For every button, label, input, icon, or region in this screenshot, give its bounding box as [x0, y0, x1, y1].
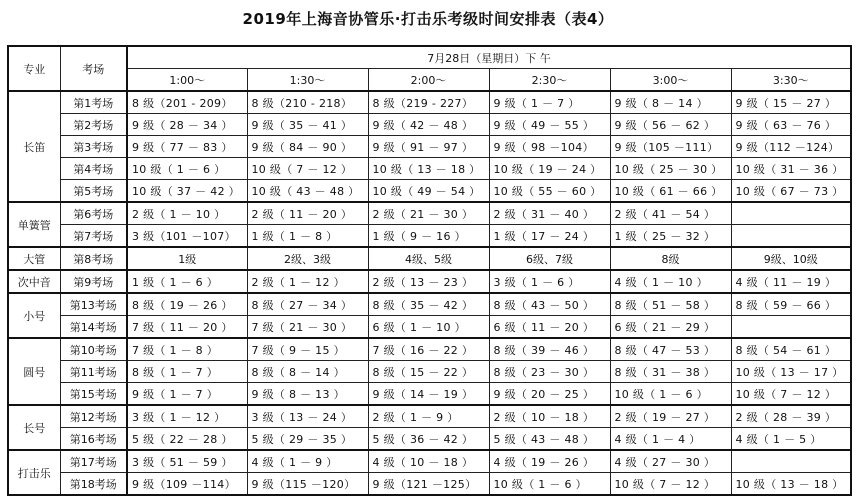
schedule-cell: 10 级（ 55 － 60 ）: [489, 180, 610, 203]
schedule-cell: 8 级（ 51 － 58 ）: [610, 293, 731, 316]
schedule-cell: 4级、5级: [368, 247, 489, 270]
schedule-cell: 9 级（ 35 － 41 ）: [247, 114, 368, 136]
schedule-cell: 7 级（ 9 － 15 ）: [247, 338, 368, 361]
schedule-cell: 8 级（ 15 － 22 ）: [368, 361, 489, 383]
room-name: 第8考场: [60, 247, 127, 270]
schedule-cell: 8 级（ 8 － 14 ）: [247, 361, 368, 383]
schedule-cell: 9 级（ 91 － 97 ）: [368, 136, 489, 158]
schedule-cell: 5 级（ 29 － 35 ）: [247, 428, 368, 451]
schedule-cell: 9 级（ 28 － 34 ）: [127, 114, 247, 136]
table-row: [8, 180, 851, 203]
room-name: 第10考场: [60, 338, 127, 361]
schedule-cell: 9 级（ 8 － 14 ）: [610, 91, 731, 114]
schedule-cell: 9 级（ 49 － 55 ）: [489, 114, 610, 136]
schedule-cell: 2 级（ 13 － 23 ）: [368, 270, 489, 293]
table-row: [8, 383, 851, 406]
schedule-cell: 9 级（ 20 － 25 ）: [489, 383, 610, 406]
schedule-cell: 10 级（ 13 － 18 ）: [368, 158, 489, 180]
table-row: [8, 114, 851, 136]
schedule-cell: 4 级（ 11 － 19 ）: [731, 270, 851, 293]
schedule-cell: 9 级（ 98 －104）: [489, 136, 610, 158]
schedule-cell: 2 级（ 11 － 20 ）: [247, 202, 368, 225]
table-row: [8, 202, 851, 225]
schedule-cell: [731, 225, 851, 248]
schedule-cell: 10 级（ 49 － 54 ）: [368, 180, 489, 203]
room-name: 第13考场: [60, 293, 127, 316]
schedule-cell: 8 级（ 59 － 66 ）: [731, 293, 851, 316]
major-name: 长号: [8, 405, 60, 450]
header-room: 考场: [60, 46, 127, 91]
schedule-cell: 1级: [127, 247, 247, 270]
page-title: 2019年上海音协管乐·打击乐考级时间安排表（表4）: [242, 10, 614, 28]
schedule-cell: 8 级（ 35 － 42 ）: [368, 293, 489, 316]
schedule-cell: 10 级（ 1 － 6 ）: [489, 473, 610, 496]
schedule-cell: 1 级（ 1 － 8 ）: [247, 225, 368, 248]
schedule-cell: 2 级（ 31 － 40 ）: [489, 202, 610, 225]
schedule-cell: 9 级（121 －125）: [368, 473, 489, 496]
schedule-cell: 10 级（ 61 － 66 ）: [610, 180, 731, 203]
room-name: 第9考场: [60, 270, 127, 293]
schedule-cell: 6级、7级: [489, 247, 610, 270]
schedule-cell: [731, 450, 851, 473]
schedule-cell: 2 级（ 1 － 10 ）: [127, 202, 247, 225]
time-slot-header: 3:00～: [610, 69, 731, 92]
time-slot-header: 1:30～: [247, 69, 368, 92]
schedule-cell: 8 级（201 - 209）: [127, 91, 247, 114]
table-row: [8, 428, 851, 451]
schedule-cell: 8 级（ 27 － 34 ）: [247, 293, 368, 316]
schedule-cell: 8 级（ 23 － 30 ）: [489, 361, 610, 383]
schedule-cell: 4 级（ 1 － 5 ）: [731, 428, 851, 451]
schedule-cell: 9级、10级: [731, 247, 851, 270]
major-name: 次中音: [8, 270, 60, 293]
schedule-cell: 9 级（ 84 － 90 ）: [247, 136, 368, 158]
table-row: [8, 225, 851, 248]
table-row: [8, 473, 851, 496]
time-slot-header: 2:30～: [489, 69, 610, 92]
schedule-cell: 9 级（ 42 － 48 ）: [368, 114, 489, 136]
major-name: 小号: [8, 293, 60, 338]
table-row: [8, 293, 851, 316]
table-row: [8, 405, 851, 428]
schedule-cell: 2 级（ 1 － 9 ）: [368, 405, 489, 428]
schedule-cell: 5 级（ 43 － 48 ）: [489, 428, 610, 451]
header-row: [8, 46, 851, 69]
schedule-cell: 10 级（ 31 － 36 ）: [731, 158, 851, 180]
schedule-cell: 3 级（ 51 － 59 ）: [127, 450, 247, 473]
schedule-cell: 10 级（ 37 － 42 ）: [127, 180, 247, 203]
time-slot-header: 2:00～: [368, 69, 489, 92]
schedule-cell: 2级、3级: [247, 247, 368, 270]
time-slot-header: 1:00～: [127, 69, 247, 92]
schedule-cell: 2 级（ 21 － 30 ）: [368, 202, 489, 225]
room-name: 第16考场: [60, 428, 127, 451]
table-row: [8, 136, 851, 158]
schedule-cell: 8 级（ 31 － 38 ）: [610, 361, 731, 383]
schedule-cell: 4 级（ 27 － 30 ）: [610, 450, 731, 473]
schedule-cell: [731, 316, 851, 339]
schedule-cell: 2 级（ 1 － 12 ）: [247, 270, 368, 293]
schedule-cell: 9 级（115 －120）: [247, 473, 368, 496]
schedule-cell: 9 级（105 －111）: [610, 136, 731, 158]
schedule-cell: 1 级（ 25 － 32 ）: [610, 225, 731, 248]
schedule-cell: 7 级（ 1 － 8 ）: [127, 338, 247, 361]
schedule-cell: 6 级（ 11 － 20 ）: [489, 316, 610, 339]
room-name: 第18考场: [60, 473, 127, 496]
schedule-cell: 3 级（ 1 － 12 ）: [127, 405, 247, 428]
table-row: [8, 450, 851, 473]
schedule-cell: 9 级（ 8 － 13 ）: [247, 383, 368, 406]
schedule-cell: 10 级（ 1 － 6 ）: [127, 158, 247, 180]
schedule-cell: 9 级（ 56 － 62 ）: [610, 114, 731, 136]
schedule-cell: 4 级（ 1 － 4 ）: [610, 428, 731, 451]
schedule-cell: 8 级（219 - 227）: [368, 91, 489, 114]
schedule-cell: 4 级（ 19 － 26 ）: [489, 450, 610, 473]
schedule-cell: 8 级（ 47 － 53 ）: [610, 338, 731, 361]
major-name: 圆号: [8, 338, 60, 405]
schedule-cell: 5 级（ 36 － 42 ）: [368, 428, 489, 451]
schedule-cell: 9 级（ 15 － 27 ）: [731, 91, 851, 114]
table-row: [8, 270, 851, 293]
schedule-cell: 9 级（112 －124）: [731, 136, 851, 158]
schedule-cell: 6 级（ 21 － 29 ）: [610, 316, 731, 339]
schedule-cell: 7 级（ 21 － 30 ）: [247, 316, 368, 339]
schedule-cell: 9 级（ 14 － 19 ）: [368, 383, 489, 406]
table-row: [8, 158, 851, 180]
schedule-cell: 10 级（ 13 － 17 ）: [731, 361, 851, 383]
major-name: 打击乐: [8, 450, 60, 495]
schedule-cell: 7 级（ 16 － 22 ）: [368, 338, 489, 361]
room-name: 第1考场: [60, 91, 127, 114]
schedule-cell: 10 级（ 43 － 48 ）: [247, 180, 368, 203]
header-date: 7月28日（星期日）下 午: [127, 46, 851, 69]
schedule-cell: 8 级（ 54 － 61 ）: [731, 338, 851, 361]
major-name: 长笛: [8, 91, 60, 202]
schedule-cell: 2 级（ 19 － 27 ）: [610, 405, 731, 428]
room-name: 第4考场: [60, 158, 127, 180]
schedule-cell: 9 级（109 －114）: [127, 473, 247, 496]
schedule-cell: 2 级（ 41 － 54 ）: [610, 202, 731, 225]
schedule-cell: 9 级（ 77 － 83 ）: [127, 136, 247, 158]
room-name: 第5考场: [60, 180, 127, 203]
schedule-cell: 10 级（ 13 － 18 ）: [731, 473, 851, 496]
room-name: 第3考场: [60, 136, 127, 158]
schedule-cell: 10 级（ 7 － 12 ）: [610, 473, 731, 496]
schedule-cell: 8级: [610, 247, 731, 270]
time-slot-header: 3:30～: [731, 69, 851, 92]
schedule-cell: 2 级（ 10 － 18 ）: [489, 405, 610, 428]
schedule-cell: 10 级（ 7 － 12 ）: [731, 383, 851, 406]
schedule-cell: 5 级（ 22 － 28 ）: [127, 428, 247, 451]
schedule-cell: 8 级（ 19 － 26 ）: [127, 293, 247, 316]
table-row: [8, 91, 851, 114]
schedule-cell: 4 级（ 1 － 10 ）: [610, 270, 731, 293]
schedule-cell: 9 级（ 1 － 7 ）: [489, 91, 610, 114]
schedule-cell: 1 级（ 17 － 24 ）: [489, 225, 610, 248]
schedule-cell: 4 级（ 1 － 9 ）: [247, 450, 368, 473]
table-row: [8, 338, 851, 361]
major-name: 单簧管: [8, 202, 60, 247]
table-row: [8, 316, 851, 339]
schedule-cell: 2 级（ 28 － 39 ）: [731, 405, 851, 428]
room-name: 第11考场: [60, 361, 127, 383]
schedule-cell: 4 级（ 10 － 18 ）: [368, 450, 489, 473]
schedule-cell: 7 级（ 11 － 20 ）: [127, 316, 247, 339]
schedule-cell: 6 级（ 1 － 10 ）: [368, 316, 489, 339]
schedule-cell: 8 级（ 43 － 50 ）: [489, 293, 610, 316]
schedule-cell: 3 级（ 13 － 24 ）: [247, 405, 368, 428]
table-row: [8, 361, 851, 383]
table-row: [8, 247, 851, 270]
schedule-cell: 10 级（ 19 － 24 ）: [489, 158, 610, 180]
schedule-cell: 10 级（ 7 － 12 ）: [247, 158, 368, 180]
schedule-cell: 9 级（ 63 － 76 ）: [731, 114, 851, 136]
schedule-cell: [731, 202, 851, 225]
schedule-cell: 10 级（ 1 － 6 ）: [610, 383, 731, 406]
room-name: 第17考场: [60, 450, 127, 473]
schedule-cell: 9 级（ 1 － 7 ）: [127, 383, 247, 406]
schedule-cell: 1 级（ 1 － 6 ）: [127, 270, 247, 293]
room-name: 第6考场: [60, 202, 127, 225]
schedule-cell: 8 级（ 39 － 46 ）: [489, 338, 610, 361]
schedule-cell: 3 级（ 1 － 6 ）: [489, 270, 610, 293]
time-header-row: [8, 69, 851, 92]
room-name: 第14考场: [60, 316, 127, 339]
room-name: 第15考场: [60, 383, 127, 406]
schedule-cell: 8 级（210 - 218）: [247, 91, 368, 114]
major-name: 大管: [8, 247, 60, 270]
schedule-table: [7, 45, 852, 496]
header-major: 专业: [8, 46, 60, 91]
room-name: 第2考场: [60, 114, 127, 136]
schedule-cell: 3 级（101 －107）: [127, 225, 247, 248]
room-name: 第12考场: [60, 405, 127, 428]
room-name: 第7考场: [60, 225, 127, 248]
schedule-cell: 10 级（ 67 － 73 ）: [731, 180, 851, 203]
schedule-cell: 1 级（ 9 － 16 ）: [368, 225, 489, 248]
schedule-cell: 10 级（ 25 － 30 ）: [610, 158, 731, 180]
schedule-cell: 8 级（ 1 － 7 ）: [127, 361, 247, 383]
